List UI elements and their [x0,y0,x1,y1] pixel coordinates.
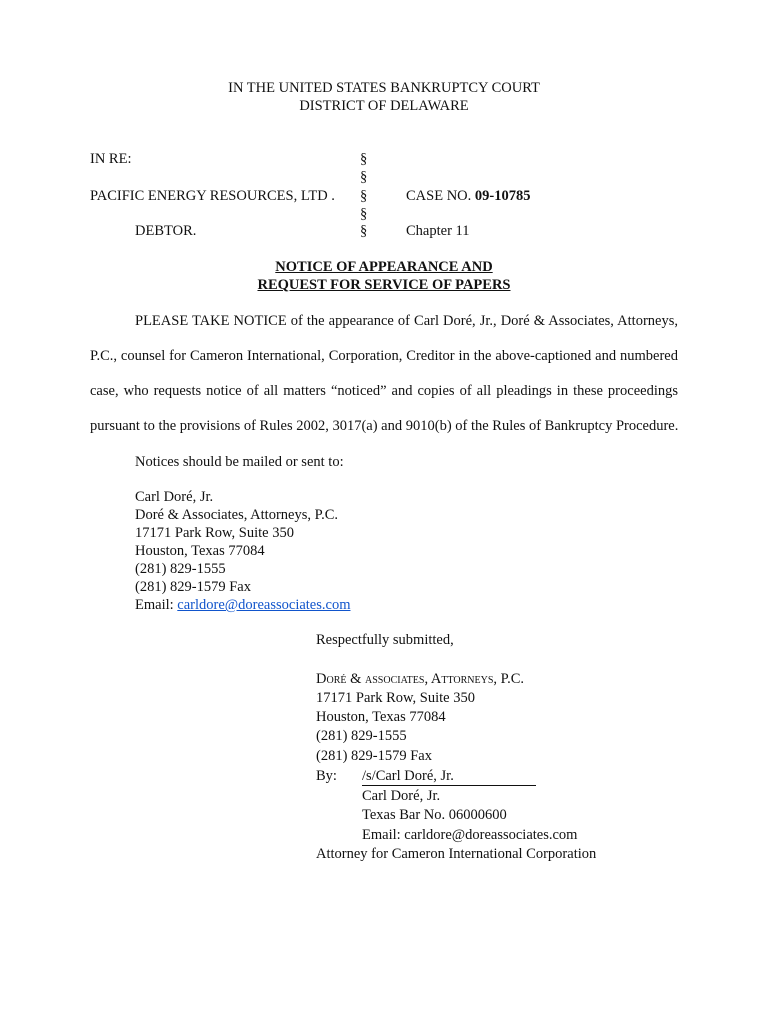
document-title [0,276,768,294]
section-mark: § [360,151,368,167]
attorney-name: Carl Doré, Jr. [362,788,441,804]
signature-firm: Doré & associates, Attorneys, P.C. [316,671,525,687]
email-label: Email: [135,597,174,613]
title-line-1: NOTICE OF APPEARANCE AND [275,259,493,275]
address-phone: (281) 829-1555 [135,561,226,577]
address-email [135,596,350,614]
debtor-name: PACIFIC ENERGY RESOURCES, LTD . [90,188,335,204]
by-label: By: [316,768,337,784]
address-street: 17171 Park Row, Suite 350 [135,525,294,541]
case-number [406,187,530,205]
signature-city: Houston, Texas 77084 [316,709,446,725]
address-city: Houston, Texas 77084 [135,543,265,559]
email-link[interactable]: carldore@doreassociates.com [177,597,351,613]
title-line-2: REQUEST FOR SERVICE OF PAPERS [257,277,511,293]
body-line: pursuant to the provisions of Rules 2002, 3017(a) and 9010(b) of the Rules of Bankruptcy Procedure. [90,418,679,434]
court-name: IN THE UNITED STATES BANKRUPTCY COURT [228,80,540,96]
signature-line [362,767,536,786]
body-line: P.C., counsel for Cameron International, Corporation, Creditor in the above-captioned and numbered [90,348,678,364]
address-firm: Doré & Associates, Attorneys, P.C. [135,507,338,523]
address-name: Carl Doré, Jr. [135,489,214,505]
section-mark: § [360,223,368,239]
attorney-role: Attorney for Cameron International Corporation [316,846,597,862]
case-number-value: 09-10785 [474,188,531,204]
attorney-email: Email: carldore@doreassociates.com [362,827,578,843]
notices-intro: Notices should be mailed or sent to: [135,454,344,470]
case-number-label: CASE NO. [406,188,472,204]
bar-number: Texas Bar No. 06000600 [362,807,507,823]
closing: Respectfully submitted, [316,632,454,648]
signature-phone: (281) 829-1555 [316,728,407,744]
signature-street: 17171 Park Row, Suite 350 [316,690,475,706]
in-re-label: IN RE: [90,151,132,167]
address-fax: (281) 829-1579 Fax [135,579,251,595]
signature-fax: (281) 829-1579 Fax [316,748,432,764]
section-mark: § [360,188,368,204]
section-mark: § [360,206,368,222]
body-line: PLEASE TAKE NOTICE of the appearance of Carl Doré, Jr., Doré & Associates, Attorneys, [135,313,678,329]
section-mark: § [360,169,368,185]
body-line: case, who requests notice of all matters “noticed” and copies of all pleadings in these proceedings [90,383,678,399]
document-title [0,258,768,276]
signed-name: /s/Carl Doré, Jr. [362,767,536,786]
debtor-label: DEBTOR. [135,223,197,239]
court-district: DISTRICT OF DELAWARE [299,98,469,114]
chapter: Chapter 11 [406,223,470,239]
